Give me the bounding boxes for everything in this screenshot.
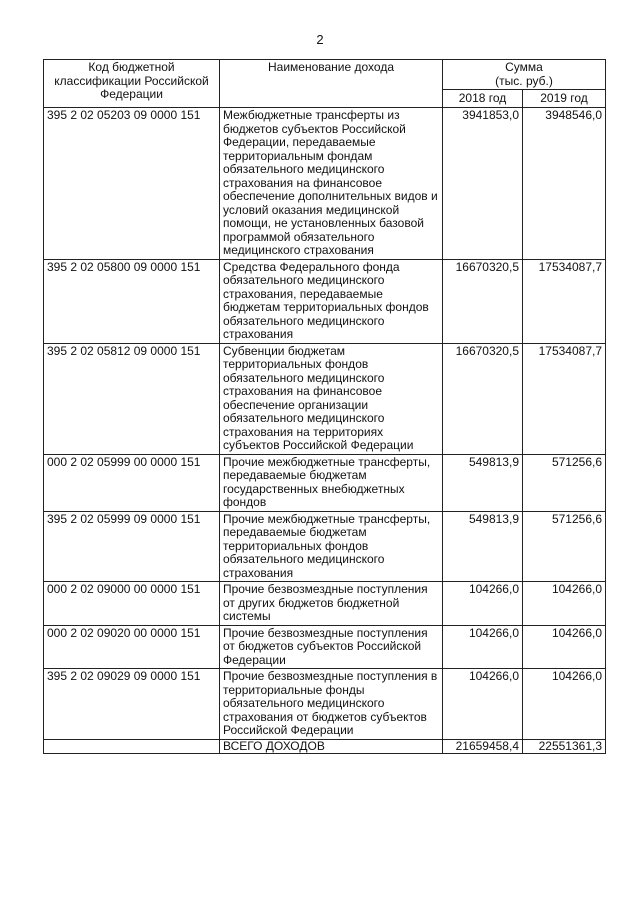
table-body (44, 108, 606, 754)
total-row (44, 739, 606, 753)
total-value-2018: 21659458,4 (443, 739, 523, 753)
total-value-2019: 22551361,3 (523, 739, 606, 753)
row-value-2019: 571256,6 (523, 454, 606, 511)
row-code: 000 2 02 09020 00 0000 151 (44, 625, 220, 669)
row-name: Прочие безвозмездные поступления от бюджетов субъектов Российской Федерации (220, 625, 443, 669)
row-value-2019: 17534087,7 (523, 259, 606, 343)
row-code: 000 2 02 09000 00 0000 151 (44, 582, 220, 626)
header-year-2019: 2019 год (523, 90, 606, 108)
row-code: 000 2 02 05999 00 0000 151 (44, 454, 220, 511)
table-row (44, 669, 606, 740)
row-value-2019: 17534087,7 (523, 343, 606, 454)
row-value-2018: 104266,0 (443, 625, 523, 669)
row-name: Прочие межбюджетные трансферты, передаваемые бюджетам государственных внебюджетных фондов (220, 454, 443, 511)
row-value-2018: 16670320,5 (443, 259, 523, 343)
table-row (44, 511, 606, 582)
row-value-2019: 3948546,0 (523, 108, 606, 260)
header-sum (443, 60, 606, 90)
table-row (44, 259, 606, 343)
row-value-2019: 571256,6 (523, 511, 606, 582)
header-year-2018: 2018 год (443, 90, 523, 108)
row-code: 395 2 02 05800 09 0000 151 (44, 259, 220, 343)
income-table (43, 59, 606, 754)
row-value-2019: 104266,0 (523, 625, 606, 669)
table-row (44, 108, 606, 260)
header-code: Код бюджетной классификации Российской Федерации (44, 60, 220, 108)
row-value-2019: 104266,0 (523, 669, 606, 740)
row-name: Прочие межбюджетные трансферты, передаваемые бюджетам территориальных фондов обязательного медицинского страхования (220, 511, 443, 582)
total-label: ВСЕГО ДОХОДОВ (220, 739, 443, 753)
total-code-empty (44, 739, 220, 753)
row-value-2018: 16670320,5 (443, 343, 523, 454)
row-code: 395 2 02 09029 09 0000 151 (44, 669, 220, 740)
row-value-2018: 104266,0 (443, 669, 523, 740)
row-value-2018: 104266,0 (443, 582, 523, 626)
table-row (44, 343, 606, 454)
row-name: Прочие безвозмездные поступления в территориальные фонды обязательного медицинского страхования от бюджетов субъектов Российской Федерации (220, 669, 443, 740)
row-value-2018: 549813,9 (443, 454, 523, 511)
table-row (44, 454, 606, 511)
header-sum-unit: (тыс. руб.) (495, 73, 553, 88)
row-code: 395 2 02 05203 09 0000 151 (44, 108, 220, 260)
row-value-2018: 3941853,0 (443, 108, 523, 260)
table-header (44, 60, 606, 108)
row-name: Субвенции бюджетам территориальных фондов обязательного медицинского страхования на финансовое обеспечение организации обязательного медицинского страхования на территориях субъектов Российской Федерации (220, 343, 443, 454)
row-value-2019: 104266,0 (523, 582, 606, 626)
row-code: 395 2 02 05812 09 0000 151 (44, 343, 220, 454)
table-row (44, 582, 606, 626)
header-name: Наименование дохода (220, 60, 443, 108)
row-code: 395 2 02 05999 09 0000 151 (44, 511, 220, 582)
row-value-2018: 549813,9 (443, 511, 523, 582)
row-name: Межбюджетные трансферты из бюджетов субъектов Российской Федерации, передаваемые территориальным фондам обязательного медицинского страхования на финансовое обеспечение дополнительных видов и условий оказания медицинской помощи, не установленных базовой программой обязательного медицинского страхования (220, 108, 443, 260)
row-name: Средства Федерального фонда обязательного медицинского страхования, передаваемые бюджетам территориальных фондов обязательного медицинского страхования (220, 259, 443, 343)
header-sum-label: Сумма (505, 60, 543, 74)
table-row (44, 625, 606, 669)
row-name: Прочие безвозмездные поступления от других бюджетов бюджетной системы (220, 582, 443, 626)
page-number: 2 (316, 32, 324, 47)
